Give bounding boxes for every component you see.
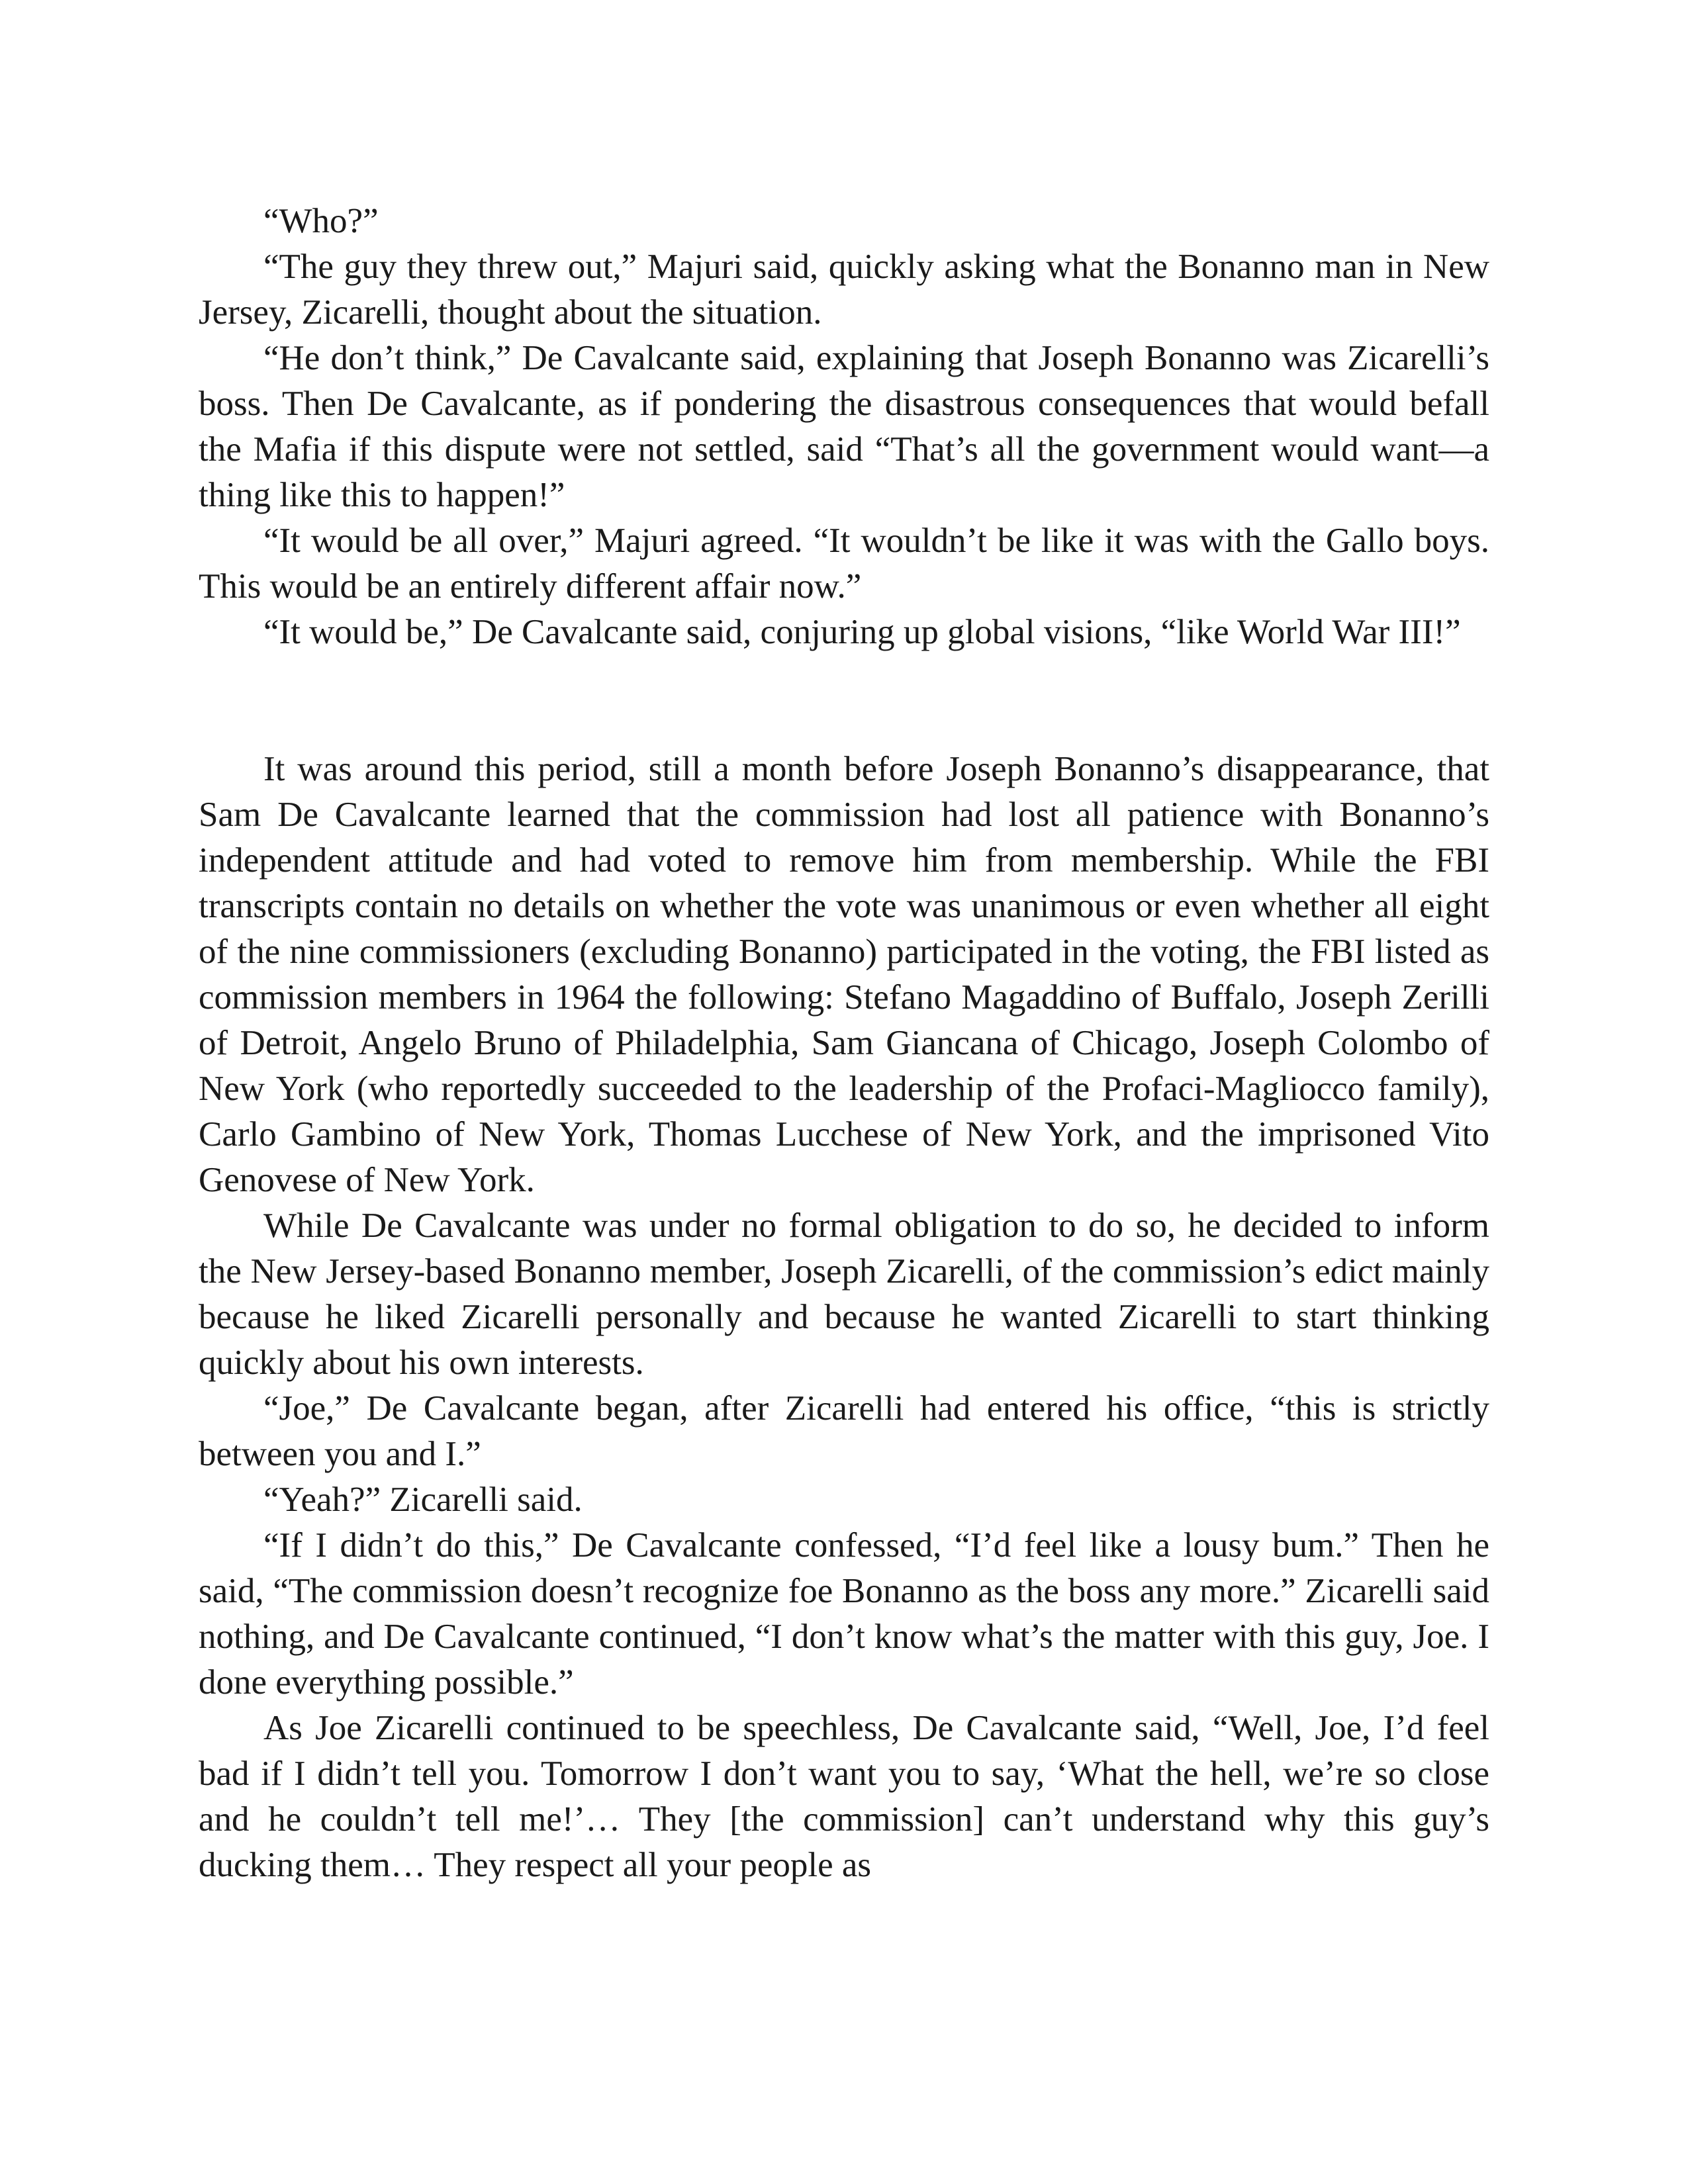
paragraph: It was around this period, still a month before Joseph Bonanno’s disappearance, that Sam De Cavalcante learned that the commission had lost all patience with Bonanno’s independent attitude and had voted to remove him from membership. While the FBI transcripts contain no details on whether the vote was unanimous or even whether all eight of the nine commissioners (excluding Bonanno) participated in the voting, the FBI listed as commission members in 1964 the following: Stefano Magaddino of Buffalo, Joseph Zerilli of Detroit, Angelo Bruno of Philadelphia, Sam Giancana of Chicago, Joseph Colombo of New York (who reportedly succeeded to the leadership of the Profaci-Magliocco family), Carlo Gambino of New York, Thomas Lucchese of New York, and the imprisoned Vito Genovese of New York.: [199, 750, 1489, 1199]
paragraph: As Joe Zicarelli continued to be speechless, De Cavalcante said, “Well, Joe, I’d feel bad if I didn’t tell you. Tomorrow I don’t want you to say, ‘What the hell, we’re so close and he couldn’t tell me!’… They [the commission] can’t understand why this guy’s ducking them… They respect all your people as: [199, 1709, 1489, 1884]
paragraph: “Who?”: [263, 202, 379, 240]
document-page: [199, 199, 1489, 1888]
paragraph: “The guy they threw out,” Majuri said, quickly asking what the Bonanno man in New Jersey, Zicarelli, thought about the situation.: [199, 248, 1489, 332]
paragraph: “If I didn’t do this,” De Cavalcante confessed, “I’d feel like a lousy bum.” Then he said, “The commission doesn’t recognize foe Bonanno as the boss any more.” Zicarelli said nothing, and De Cavalcante continued, “I don’t know what’s the matter with this guy, Joe. I done everything possible.”: [199, 1526, 1489, 1702]
paragraph: “It would be all over,” Majuri agreed. “It wouldn’t be like it was with the Gallo boys. This would be an entirely different affair now.”: [199, 522, 1489, 606]
paragraph: While De Cavalcante was under no formal obligation to do so, he decided to inform the New Jersey-based Bonanno member, Joseph Zicarelli, of the commission’s edict mainly because he liked Zicarelli personally and because he wanted Zicarelli to start thinking quickly about his own interests.: [199, 1206, 1489, 1382]
paragraph: “Joe,” De Cavalcante began, after Zicarelli had entered his office, “this is strictly between you and I.”: [199, 1389, 1489, 1473]
section-break: [199, 655, 1489, 747]
paragraph: “Yeah?” Zicarelli said.: [263, 1480, 583, 1519]
paragraph: “He don’t think,” De Cavalcante said, explaining that Joseph Bonanno was Zicarelli’s boss. Then De Cavalcante, as if pondering the disastrous consequences that would befall the Mafia if this dispute were not settled, said “That’s all the government would want—a thing like this to happen!”: [199, 339, 1489, 514]
paragraph: “It would be,” De Cavalcante said, conjuring up global visions, “like World War III!”: [263, 613, 1461, 651]
